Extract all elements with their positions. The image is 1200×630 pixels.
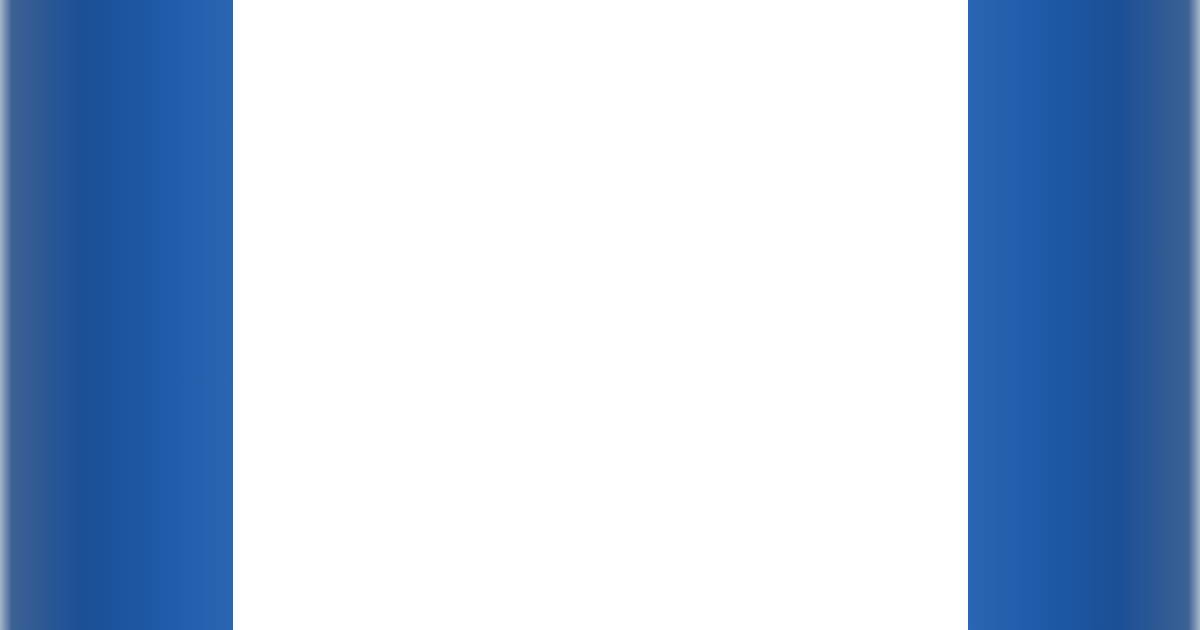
background-right xyxy=(968,0,1200,630)
background-left xyxy=(0,0,233,630)
ranking-chart xyxy=(233,0,968,630)
chart-panel xyxy=(233,0,968,630)
